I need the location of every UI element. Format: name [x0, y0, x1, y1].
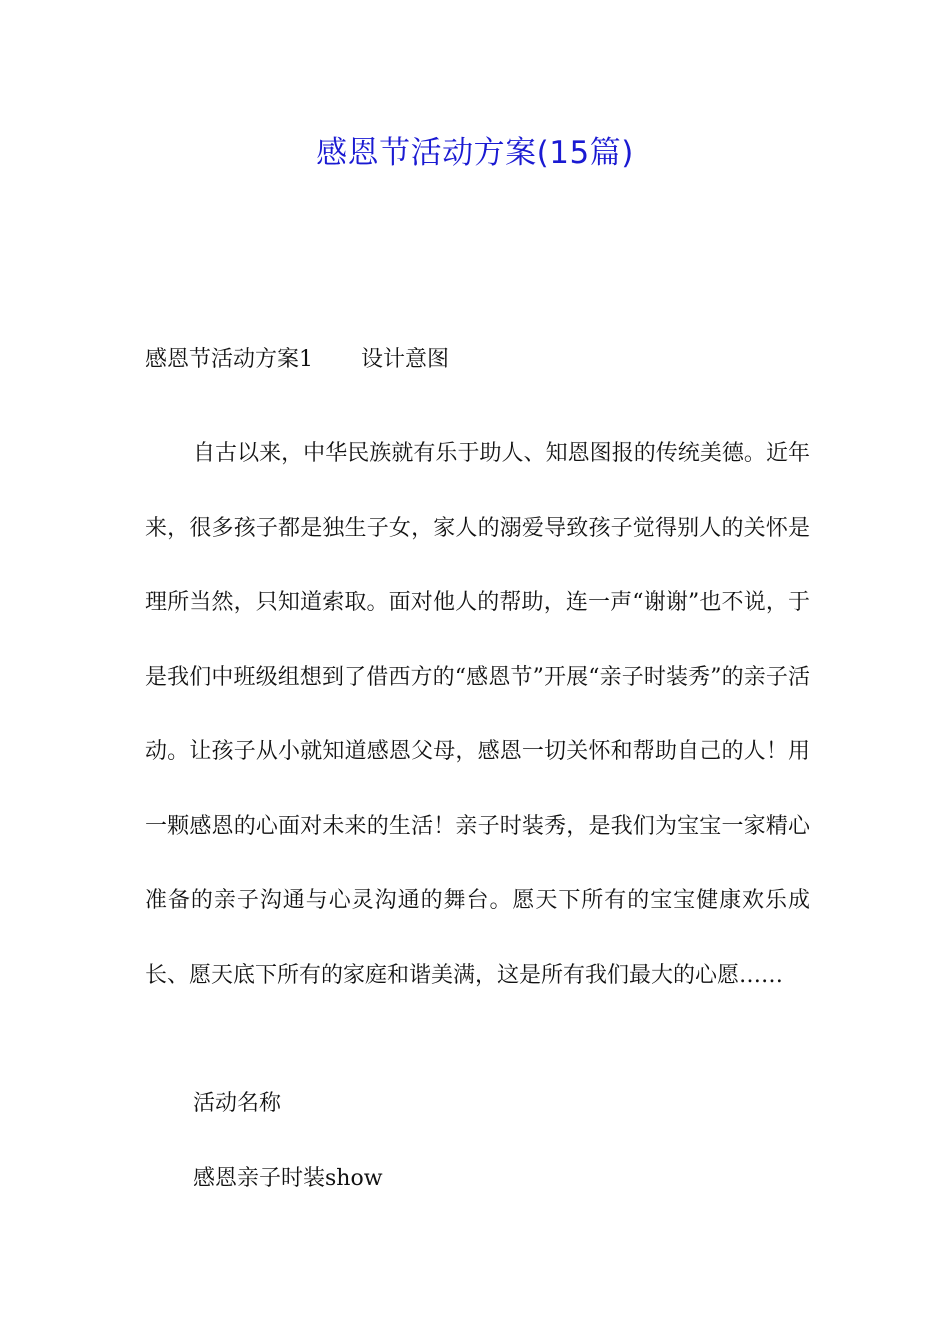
activity-name-label: 活动名称	[193, 1091, 282, 1116]
section-heading: 感恩节活动方案1	[145, 347, 313, 372]
design-intent-paragraph: 自古以来，中华民族就有乐于助人、知恩图报的传统美德。近年来，很多孩子都是独生子女，家人的溺爱导致孩子觉得别人的关怀是理所当然，只知道索取。面对他人的帮助，连一声“谢谢”也不说，于是我们中班级组想到了借西方的“感恩节”开展“亲子时装秀”的亲子活动。让孩子从小就知道感恩父母，感恩一切关怀和帮助自己的人！用一颗感恩的心面对未来的生活！亲子时装秀，是我们为宝宝一家精心准备的亲子沟通与心灵沟通的舞台。愿天下所有的宝宝健康欢乐成长、愿天底下所有的家庭和谐美满，这是所有我们最大的心愿……	[145, 441, 810, 988]
section-heading-line	[145, 344, 810, 376]
document-title: 感恩节活动方案(15篇)	[316, 135, 634, 171]
activity-name-value: 感恩亲子时装show	[193, 1166, 383, 1191]
subheading: 设计意图	[361, 347, 450, 372]
